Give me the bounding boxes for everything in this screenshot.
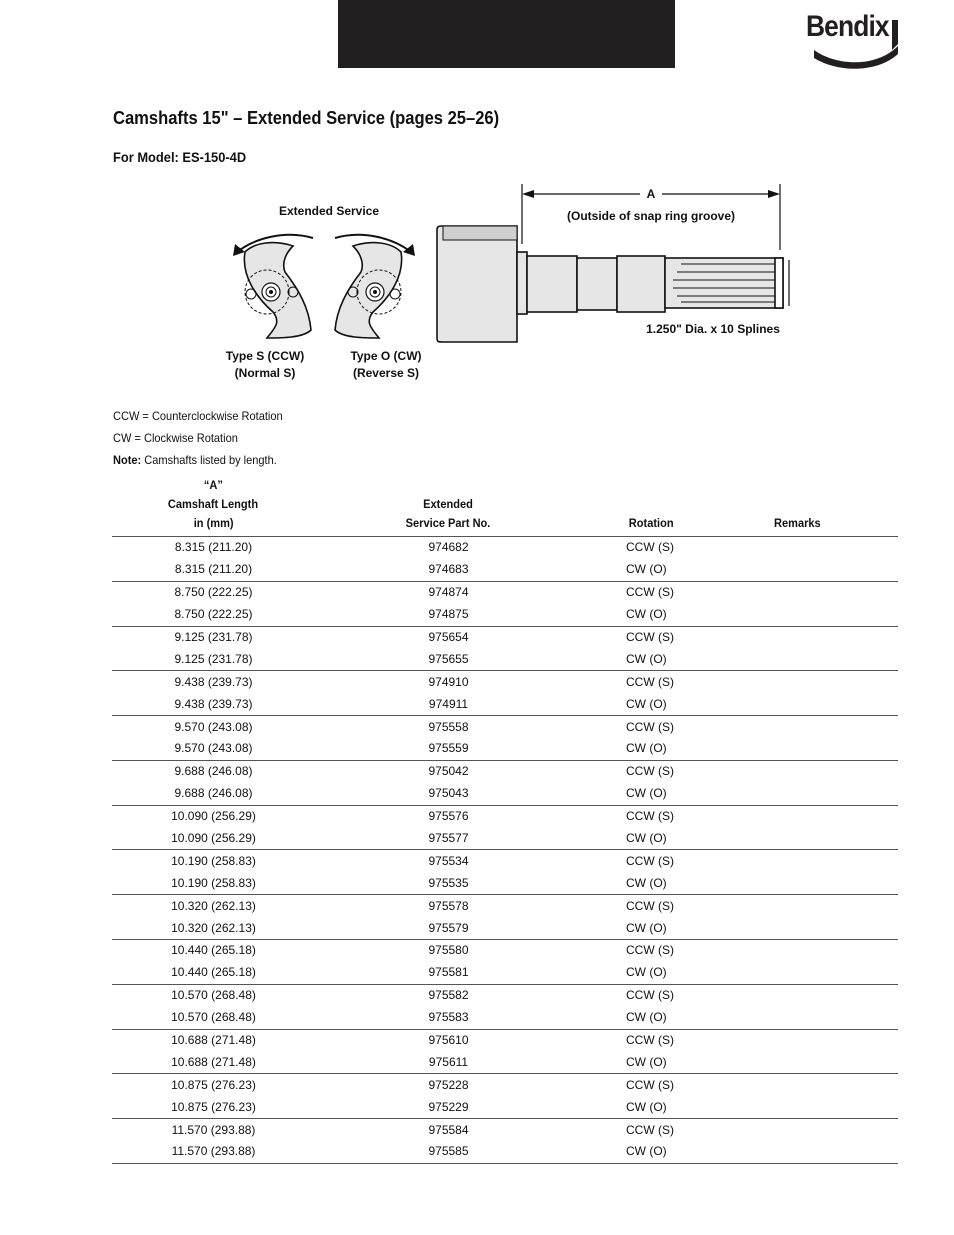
- table-row: [112, 716, 898, 738]
- page-title: Camshafts 15" – Extended Service (pages 25–26): [113, 108, 500, 128]
- note-text: Camshafts listed by length.: [141, 453, 277, 467]
- cell-part-number-text: 974875: [428, 607, 469, 622]
- cell-camshaft-length-text: 8.315 (211.20): [174, 562, 253, 577]
- header-rotation-text: Rotation: [628, 516, 674, 530]
- cell-part-number: [315, 805, 582, 827]
- cell-rotation: [582, 1007, 696, 1029]
- dim-arrow-left-icon: [522, 190, 534, 198]
- cell-camshaft-length: [112, 1029, 315, 1051]
- cell-rotation-text: CCW (S): [626, 719, 674, 734]
- type-s-label-line2: (Normal S): [234, 366, 296, 380]
- cell-camshaft-length: [112, 738, 315, 760]
- cell-rotation: [582, 828, 696, 850]
- cell-part-number: [315, 738, 582, 760]
- cell-rotation: [582, 626, 696, 648]
- cell-remarks: [696, 716, 898, 738]
- cell-part-number-text: 975534: [428, 853, 469, 868]
- type-o-label-line1: Type O (CW): [350, 349, 422, 363]
- cell-remarks: [696, 1007, 898, 1029]
- table-row: [112, 828, 898, 850]
- cell-camshaft-length: [112, 1051, 315, 1073]
- cell-rotation-text: CW (O): [626, 651, 667, 666]
- cell-remarks: [696, 783, 898, 805]
- cell-part-number: [315, 1119, 582, 1141]
- camshaft-table: [112, 476, 898, 1164]
- cell-rotation-text: CW (O): [626, 562, 667, 577]
- cell-remarks: [696, 872, 898, 894]
- cell-part-number: [315, 626, 582, 648]
- cell-rotation-text: CCW (S): [626, 1077, 674, 1092]
- cell-camshaft-length-text: 9.570 (243.08): [174, 741, 253, 756]
- header-part-line1: Extended: [423, 497, 474, 511]
- cell-rotation: [582, 1051, 696, 1073]
- cell-remarks: [696, 693, 898, 715]
- cell-rotation: [582, 1029, 696, 1051]
- cell-part-number: [315, 872, 582, 894]
- table-row: [112, 1051, 898, 1073]
- cell-camshaft-length: [112, 805, 315, 827]
- bendix-logo: [806, 6, 902, 70]
- cell-remarks: [696, 1051, 898, 1073]
- cell-camshaft-length: [112, 962, 315, 984]
- cell-rotation-text: CW (O): [626, 920, 667, 935]
- table-row: [112, 604, 898, 626]
- cell-camshaft-length-text: 9.688 (246.08): [174, 786, 253, 801]
- cell-remarks: [696, 671, 898, 693]
- type-o-label-line2: (Reverse S): [352, 366, 420, 380]
- cell-camshaft-length: [112, 872, 315, 894]
- note-label: Note:: [113, 453, 142, 467]
- cell-remarks: [696, 940, 898, 962]
- dim-arrow-right-icon: [768, 190, 780, 198]
- cell-part-number: [315, 581, 582, 603]
- cell-part-number-text: 975611: [428, 1054, 469, 1069]
- camshaft-diagram: [215, 180, 805, 390]
- cell-rotation: [582, 895, 696, 917]
- cell-rotation-text: CW (O): [626, 831, 667, 846]
- cell-part-number-text: 975579: [428, 920, 469, 935]
- header-bar: [338, 0, 675, 68]
- cell-part-number-text: 975578: [428, 898, 469, 913]
- cell-rotation-text: CCW (S): [626, 1033, 674, 1048]
- cell-rotation: [582, 872, 696, 894]
- cell-camshaft-length-text: 10.440 (265.18): [171, 965, 256, 980]
- cell-part-number-text: 975585: [428, 1144, 469, 1159]
- cell-rotation-text: CCW (S): [626, 764, 674, 779]
- cell-part-number: [315, 828, 582, 850]
- cell-remarks: [696, 648, 898, 670]
- cell-remarks: [696, 984, 898, 1006]
- cell-part-number: [315, 671, 582, 693]
- brand-name: Bendix: [806, 10, 889, 43]
- cell-rotation: [582, 940, 696, 962]
- table-row: [112, 850, 898, 872]
- cell-remarks: [696, 962, 898, 984]
- cell-rotation: [582, 537, 696, 559]
- cell-camshaft-length: [112, 1141, 315, 1163]
- cell-rotation: [582, 671, 696, 693]
- header-remarks: [696, 476, 898, 537]
- cell-remarks: [696, 537, 898, 559]
- cell-remarks: [696, 917, 898, 939]
- cell-rotation: [582, 1074, 696, 1096]
- header-part-number: [315, 476, 582, 537]
- table-row: [112, 581, 898, 603]
- cell-camshaft-length-text: 8.315 (211.20): [174, 540, 253, 555]
- cell-part-number-text: 974910: [428, 674, 469, 689]
- cell-part-number: [315, 537, 582, 559]
- cell-part-number: [315, 940, 582, 962]
- cell-camshaft-length: [112, 648, 315, 670]
- cell-remarks: [696, 828, 898, 850]
- cell-part-number-text: 975228: [428, 1077, 469, 1092]
- cell-part-number-text: 975655: [428, 651, 469, 666]
- cell-camshaft-length: [112, 537, 315, 559]
- cell-camshaft-length-text: 10.688 (271.48): [171, 1033, 256, 1048]
- cell-rotation-text: CW (O): [626, 786, 667, 801]
- cell-rotation-text: CCW (S): [626, 630, 674, 644]
- cell-rotation: [582, 917, 696, 939]
- cell-part-number-text: 975229: [428, 1099, 469, 1114]
- cell-part-number: [315, 1051, 582, 1073]
- cell-part-number-text: 974683: [428, 562, 469, 577]
- cell-camshaft-length: [112, 895, 315, 917]
- table-row: [112, 962, 898, 984]
- cell-remarks: [696, 760, 898, 782]
- cell-part-number: [315, 648, 582, 670]
- cell-part-number-text: 975583: [428, 1010, 469, 1025]
- cell-rotation-text: CW (O): [626, 965, 667, 980]
- cell-rotation: [582, 962, 696, 984]
- cell-part-number-text: 975042: [428, 764, 469, 779]
- cell-part-number-text: 975576: [428, 809, 469, 824]
- header-camshaft-length: [112, 476, 315, 537]
- cell-part-number-text: 975654: [428, 630, 469, 644]
- cell-part-number: [315, 962, 582, 984]
- logo-swoosh-icon: [806, 6, 902, 70]
- table-row: [112, 648, 898, 670]
- cell-camshaft-length-text: 10.090 (256.29): [171, 831, 256, 846]
- extended-service-label: Extended Service: [278, 204, 380, 218]
- cell-rotation-text: CW (O): [626, 1010, 667, 1025]
- table-row: [112, 537, 898, 559]
- cell-rotation: [582, 693, 696, 715]
- cell-rotation-text: CW (O): [626, 1054, 667, 1069]
- type-s-label-line1: Type S (CCW): [225, 349, 305, 363]
- cell-rotation: [582, 760, 696, 782]
- cell-camshaft-length: [112, 581, 315, 603]
- cell-rotation-text: CCW (S): [626, 988, 674, 1003]
- table-body: [112, 537, 898, 1164]
- table-row: [112, 738, 898, 760]
- table-row: [112, 940, 898, 962]
- cell-part-number-text: 975559: [428, 741, 469, 756]
- cell-rotation-text: CCW (S): [626, 674, 674, 689]
- cell-part-number-text: 974682: [428, 540, 469, 555]
- cell-part-number: [315, 559, 582, 581]
- cell-part-number: [315, 895, 582, 917]
- cell-part-number: [315, 1141, 582, 1163]
- cell-rotation-text: CW (O): [626, 1144, 667, 1159]
- cell-camshaft-length-text: 9.570 (243.08): [174, 719, 253, 734]
- cell-camshaft-length-text: 9.125 (231.78): [174, 630, 253, 644]
- cell-part-number: [315, 760, 582, 782]
- cell-part-number: [315, 984, 582, 1006]
- cell-rotation: [582, 850, 696, 872]
- cell-part-number-text: 975580: [428, 943, 469, 958]
- header-length-line3: in (mm): [193, 516, 234, 530]
- table-row: [112, 559, 898, 581]
- cell-camshaft-length-text: 9.125 (231.78): [174, 651, 253, 666]
- ccw-arrowhead-icon: [233, 244, 245, 256]
- cell-camshaft-length-text: 10.320 (262.13): [171, 920, 256, 935]
- table-row: [112, 1007, 898, 1029]
- cell-part-number: [315, 1074, 582, 1096]
- cell-camshaft-length-text: 8.750 (222.25): [174, 585, 253, 600]
- cell-rotation: [582, 738, 696, 760]
- cell-camshaft-length-text: 10.570 (268.48): [171, 988, 256, 1003]
- cell-rotation: [582, 559, 696, 581]
- cell-camshaft-length-text: 10.190 (258.83): [171, 853, 256, 868]
- cell-remarks: [696, 895, 898, 917]
- header-length-line1: “A”: [203, 478, 224, 492]
- cell-camshaft-length: [112, 604, 315, 626]
- cell-part-number: [315, 716, 582, 738]
- cell-rotation: [582, 783, 696, 805]
- header-remarks-text: Remarks: [773, 516, 821, 530]
- cell-part-number-text: 975558: [428, 719, 469, 734]
- cell-camshaft-length-text: 10.190 (258.83): [171, 875, 256, 890]
- cell-camshaft-length-text: 10.688 (271.48): [171, 1054, 256, 1069]
- cell-camshaft-length: [112, 1119, 315, 1141]
- cell-remarks: [696, 604, 898, 626]
- cell-remarks: [696, 1141, 898, 1163]
- cell-camshaft-length-text: 8.750 (222.25): [174, 607, 253, 622]
- cell-part-number: [315, 693, 582, 715]
- cell-camshaft-length-text: 9.438 (239.73): [174, 696, 253, 711]
- cell-rotation-text: CCW (S): [626, 1122, 674, 1137]
- table-row: [112, 872, 898, 894]
- cell-part-number-text: 975584: [428, 1122, 469, 1137]
- cell-rotation-text: CCW (S): [626, 898, 674, 913]
- cell-camshaft-length: [112, 984, 315, 1006]
- table-row: [112, 626, 898, 648]
- cell-part-number: [315, 1096, 582, 1118]
- cell-camshaft-length-text: 10.875 (276.23): [171, 1077, 256, 1092]
- cell-camshaft-length: [112, 850, 315, 872]
- table-row: [112, 760, 898, 782]
- dimension-a-note: (Outside of snap ring groove): [566, 209, 736, 223]
- cell-rotation: [582, 716, 696, 738]
- dimension-a-label: A: [646, 187, 656, 201]
- cell-camshaft-length-text: 11.570 (293.88): [171, 1144, 256, 1159]
- cell-rotation-text: CW (O): [626, 1099, 667, 1114]
- cell-rotation-text: CCW (S): [626, 809, 674, 824]
- cell-remarks: [696, 1119, 898, 1141]
- spline-note: 1.250" Dia. x 10 Splines: [646, 322, 780, 336]
- cell-part-number-text: 974874: [428, 585, 469, 600]
- cell-part-number-text: 975582: [428, 988, 469, 1003]
- cell-rotation: [582, 1096, 696, 1118]
- cell-camshaft-length-text: 9.438 (239.73): [174, 674, 253, 689]
- table-row: [112, 805, 898, 827]
- cell-part-number-text: 974911: [428, 696, 469, 711]
- cell-camshaft-length-text: 10.570 (268.48): [171, 1010, 256, 1025]
- table-row: [112, 1119, 898, 1141]
- cell-part-number-text: 975535: [428, 875, 469, 890]
- cell-camshaft-length-text: 10.875 (276.23): [171, 1099, 256, 1114]
- cell-camshaft-length-text: 9.688 (246.08): [174, 764, 253, 779]
- cell-part-number: [315, 850, 582, 872]
- cell-camshaft-length-text: 11.570 (293.88): [171, 1122, 256, 1137]
- model-subtitle: For Model: ES-150-4D: [113, 149, 247, 165]
- cell-camshaft-length: [112, 693, 315, 715]
- cell-rotation-text: CCW (S): [626, 853, 674, 868]
- cell-part-number: [315, 1029, 582, 1051]
- cell-rotation-text: CCW (S): [626, 540, 674, 555]
- cell-part-number-text: 975043: [428, 786, 469, 801]
- cell-camshaft-length: [112, 1007, 315, 1029]
- ccw-legend: CCW = Counterclockwise Rotation: [113, 409, 283, 423]
- cell-rotation: [582, 581, 696, 603]
- cell-camshaft-length: [112, 828, 315, 850]
- notes-block: [113, 408, 283, 474]
- table-header-row: [112, 476, 898, 537]
- cell-remarks: [696, 559, 898, 581]
- table-row: [112, 1029, 898, 1051]
- cell-remarks: [696, 1074, 898, 1096]
- type-o-cam-icon: [335, 243, 402, 338]
- cw-legend: CW = Clockwise Rotation: [113, 431, 238, 445]
- cell-camshaft-length-text: 10.440 (265.18): [171, 943, 256, 958]
- cell-camshaft-length: [112, 671, 315, 693]
- table-row: [112, 1074, 898, 1096]
- cell-rotation: [582, 648, 696, 670]
- cell-remarks: [696, 626, 898, 648]
- cell-rotation-text: CCW (S): [626, 585, 674, 600]
- cell-part-number-text: 975577: [428, 831, 469, 846]
- cell-rotation-text: CW (O): [626, 741, 667, 756]
- header-rotation: [582, 476, 696, 537]
- cell-rotation-text: CW (O): [626, 696, 667, 711]
- cell-camshaft-length: [112, 559, 315, 581]
- cell-rotation: [582, 604, 696, 626]
- cell-part-number: [315, 917, 582, 939]
- cell-rotation: [582, 984, 696, 1006]
- cell-rotation: [582, 805, 696, 827]
- cell-camshaft-length: [112, 760, 315, 782]
- header-length-line2: Camshaft Length: [168, 497, 259, 511]
- table-row: [112, 917, 898, 939]
- table-row: [112, 984, 898, 1006]
- cell-remarks: [696, 738, 898, 760]
- cell-camshaft-length-text: 10.320 (262.13): [171, 898, 256, 913]
- cell-rotation-text: CCW (S): [626, 943, 674, 958]
- table-row: [112, 783, 898, 805]
- cell-part-number-text: 975610: [428, 1033, 469, 1048]
- cell-rotation: [582, 1141, 696, 1163]
- cell-remarks: [696, 1029, 898, 1051]
- header-part-line2: Service Part No.: [406, 516, 491, 530]
- cell-remarks: [696, 805, 898, 827]
- listing-note: [113, 452, 283, 474]
- cell-camshaft-length: [112, 626, 315, 648]
- cell-rotation: [582, 1119, 696, 1141]
- cell-remarks: [696, 581, 898, 603]
- cell-remarks: [696, 1096, 898, 1118]
- cell-part-number-text: 975581: [428, 965, 469, 980]
- table-row: [112, 1096, 898, 1118]
- table-row: [112, 895, 898, 917]
- cell-camshaft-length: [112, 716, 315, 738]
- cell-camshaft-length: [112, 1074, 315, 1096]
- cell-part-number: [315, 783, 582, 805]
- cell-rotation-text: CW (O): [626, 875, 667, 890]
- cell-camshaft-length-text: 10.090 (256.29): [171, 809, 256, 824]
- cw-arrowhead-icon: [403, 244, 415, 256]
- cell-camshaft-length: [112, 917, 315, 939]
- type-s-cam-icon: [244, 243, 311, 338]
- cell-remarks: [696, 850, 898, 872]
- cell-camshaft-length: [112, 1096, 315, 1118]
- table-row: [112, 693, 898, 715]
- cell-camshaft-length: [112, 940, 315, 962]
- table-row: [112, 1141, 898, 1163]
- cell-rotation-text: CW (O): [626, 607, 667, 622]
- cell-part-number: [315, 1007, 582, 1029]
- table-row: [112, 671, 898, 693]
- cell-part-number: [315, 604, 582, 626]
- cell-camshaft-length: [112, 783, 315, 805]
